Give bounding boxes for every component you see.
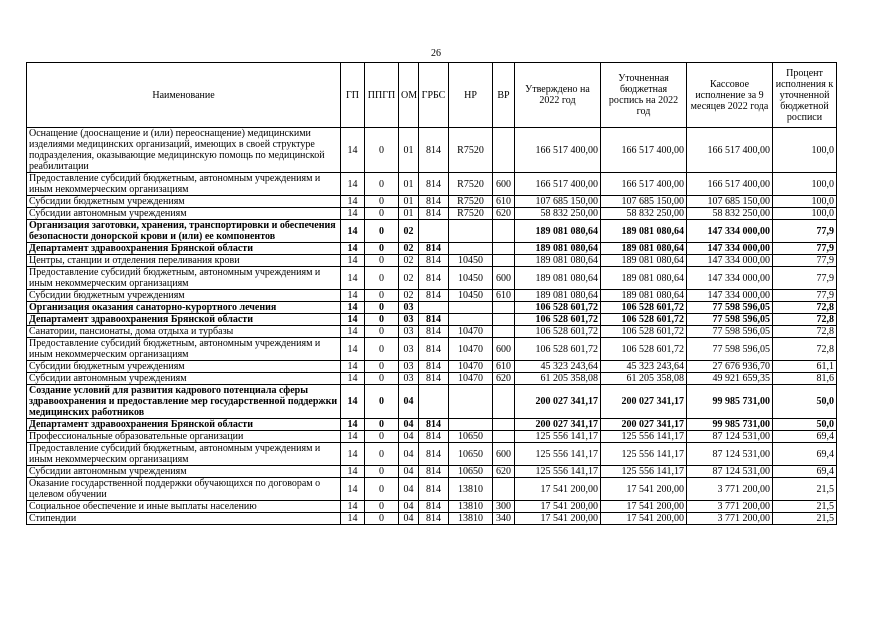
cell-nr: 13810	[449, 513, 493, 525]
cell-vr: 620	[493, 208, 515, 220]
cell-grbs: 814	[419, 314, 449, 326]
cell-refined: 106 528 601,72	[601, 302, 687, 314]
table-row	[27, 373, 837, 385]
table-row	[27, 501, 837, 513]
cell-percent: 100,0	[773, 128, 837, 173]
cell-ppgp: 0	[365, 208, 399, 220]
cell-ppgp: 0	[365, 243, 399, 255]
cell-gp: 14	[341, 302, 365, 314]
cell-ppgp: 0	[365, 443, 399, 466]
cell-vr	[493, 478, 515, 501]
cell-grbs: 814	[419, 466, 449, 478]
cell-cash: 27 676 936,70	[687, 361, 773, 373]
cell-refined: 200 027 341,17	[601, 419, 687, 431]
cell-nr: 10450	[449, 255, 493, 267]
table-row	[27, 431, 837, 443]
table-row	[27, 243, 837, 255]
cell-cash: 87 124 531,00	[687, 431, 773, 443]
cell-ppgp: 0	[365, 128, 399, 173]
cell-om: 03	[399, 314, 419, 326]
cell-refined: 189 081 080,64	[601, 255, 687, 267]
table-row	[27, 220, 837, 243]
cell-percent: 69,4	[773, 466, 837, 478]
cell-approved: 125 556 141,17	[515, 443, 601, 466]
cell-gp: 14	[341, 373, 365, 385]
cell-grbs: 814	[419, 208, 449, 220]
cell-vr: 620	[493, 373, 515, 385]
cell-grbs: 814	[419, 431, 449, 443]
cell-vr	[493, 314, 515, 326]
table-row	[27, 338, 837, 361]
cell-cash: 147 334 000,00	[687, 243, 773, 255]
row-name: Департамент здравоохранения Брянской области	[27, 314, 341, 326]
cell-nr	[449, 220, 493, 243]
cell-om: 04	[399, 513, 419, 525]
cell-gp: 14	[341, 478, 365, 501]
column-header: НР	[449, 63, 493, 128]
cell-vr: 610	[493, 196, 515, 208]
cell-approved: 106 528 601,72	[515, 326, 601, 338]
cell-refined: 189 081 080,64	[601, 267, 687, 290]
row-name: Центры, станции и отделения переливания крови	[27, 255, 341, 267]
cell-nr: 10450	[449, 267, 493, 290]
cell-om: 03	[399, 302, 419, 314]
page-number: 26	[431, 48, 441, 59]
cell-ppgp: 0	[365, 302, 399, 314]
cell-percent: 21,5	[773, 501, 837, 513]
cell-vr: 620	[493, 466, 515, 478]
cell-approved: 17 541 200,00	[515, 501, 601, 513]
cell-percent: 77,9	[773, 220, 837, 243]
cell-ppgp: 0	[365, 290, 399, 302]
cell-om: 04	[399, 466, 419, 478]
cell-refined: 189 081 080,64	[601, 290, 687, 302]
cell-ppgp: 0	[365, 314, 399, 326]
column-header: Кассовое исполнение за 9 месяцев 2022 года	[687, 63, 773, 128]
table-row	[27, 302, 837, 314]
cell-nr: 13810	[449, 501, 493, 513]
cell-gp: 14	[341, 243, 365, 255]
cell-vr	[493, 385, 515, 419]
cell-grbs	[419, 385, 449, 419]
row-name: Профессиональные образовательные организации	[27, 431, 341, 443]
row-name: Создание условий для развития кадрового потенциала сферы здравоохранения и предоставление мер государственной поддержки медицинских работников	[27, 385, 341, 419]
table-header-row	[27, 63, 837, 128]
cell-approved: 200 027 341,17	[515, 385, 601, 419]
cell-percent: 69,4	[773, 431, 837, 443]
cell-refined: 189 081 080,64	[601, 220, 687, 243]
cell-gp: 14	[341, 290, 365, 302]
cell-approved: 125 556 141,17	[515, 431, 601, 443]
row-name: Субсидии автономным учреждениям	[27, 208, 341, 220]
cell-grbs: 814	[419, 243, 449, 255]
cell-om: 04	[399, 443, 419, 466]
cell-approved: 189 081 080,64	[515, 220, 601, 243]
cell-approved: 189 081 080,64	[515, 267, 601, 290]
cell-om: 04	[399, 385, 419, 419]
cell-vr	[493, 128, 515, 173]
table-row	[27, 290, 837, 302]
cell-refined: 189 081 080,64	[601, 243, 687, 255]
cell-ppgp: 0	[365, 255, 399, 267]
table-row	[27, 443, 837, 466]
table-row	[27, 385, 837, 419]
cell-nr: 10650	[449, 466, 493, 478]
cell-nr	[449, 243, 493, 255]
cell-cash: 58 832 250,00	[687, 208, 773, 220]
cell-gp: 14	[341, 220, 365, 243]
cell-percent: 50,0	[773, 385, 837, 419]
cell-cash: 77 598 596,05	[687, 338, 773, 361]
cell-ppgp: 0	[365, 513, 399, 525]
cell-vr	[493, 220, 515, 243]
cell-grbs: 814	[419, 267, 449, 290]
cell-nr: 10470	[449, 361, 493, 373]
cell-grbs: 814	[419, 513, 449, 525]
cell-percent: 50,0	[773, 419, 837, 431]
cell-om: 03	[399, 326, 419, 338]
cell-cash: 3 771 200,00	[687, 478, 773, 501]
row-name: Субсидии бюджетным учреждениям	[27, 196, 341, 208]
cell-approved: 106 528 601,72	[515, 338, 601, 361]
cell-nr: 10450	[449, 290, 493, 302]
cell-om: 02	[399, 220, 419, 243]
cell-grbs: 814	[419, 128, 449, 173]
cell-cash: 87 124 531,00	[687, 443, 773, 466]
cell-cash: 99 985 731,00	[687, 419, 773, 431]
cell-nr: R7520	[449, 196, 493, 208]
budget-table	[26, 62, 837, 525]
cell-om: 04	[399, 431, 419, 443]
cell-om: 02	[399, 290, 419, 302]
cell-grbs	[419, 302, 449, 314]
cell-refined: 58 832 250,00	[601, 208, 687, 220]
cell-nr: R7520	[449, 128, 493, 173]
cell-percent: 77,9	[773, 243, 837, 255]
cell-vr: 610	[493, 361, 515, 373]
cell-approved: 189 081 080,64	[515, 290, 601, 302]
table-row	[27, 326, 837, 338]
cell-ppgp: 0	[365, 419, 399, 431]
cell-refined: 17 541 200,00	[601, 513, 687, 525]
cell-percent: 21,5	[773, 478, 837, 501]
cell-cash: 107 685 150,00	[687, 196, 773, 208]
cell-refined: 166 517 400,00	[601, 128, 687, 173]
cell-om: 02	[399, 267, 419, 290]
cell-cash: 166 517 400,00	[687, 128, 773, 173]
cell-om: 03	[399, 373, 419, 385]
cell-gp: 14	[341, 314, 365, 326]
cell-cash: 147 334 000,00	[687, 267, 773, 290]
cell-percent: 77,9	[773, 267, 837, 290]
row-name: Предоставление субсидий бюджетным, автономным учреждениям и иным некоммерческим организациям	[27, 443, 341, 466]
cell-percent: 69,4	[773, 443, 837, 466]
cell-grbs: 814	[419, 361, 449, 373]
column-header: ППГП	[365, 63, 399, 128]
column-header: ОМ	[399, 63, 419, 128]
cell-refined: 106 528 601,72	[601, 326, 687, 338]
cell-approved: 106 528 601,72	[515, 314, 601, 326]
cell-ppgp: 0	[365, 466, 399, 478]
cell-gp: 14	[341, 267, 365, 290]
cell-cash: 99 985 731,00	[687, 385, 773, 419]
row-name: Субсидии бюджетным учреждениям	[27, 361, 341, 373]
cell-approved: 125 556 141,17	[515, 466, 601, 478]
cell-ppgp: 0	[365, 501, 399, 513]
cell-vr: 340	[493, 513, 515, 525]
cell-ppgp: 0	[365, 478, 399, 501]
cell-vr	[493, 431, 515, 443]
cell-approved: 106 528 601,72	[515, 302, 601, 314]
cell-percent: 77,9	[773, 290, 837, 302]
cell-grbs: 814	[419, 338, 449, 361]
cell-om: 04	[399, 478, 419, 501]
column-header: Уточненная бюджетная роспись на 2022 год	[601, 63, 687, 128]
cell-gp: 14	[341, 431, 365, 443]
cell-vr	[493, 302, 515, 314]
cell-gp: 14	[341, 196, 365, 208]
table-row	[27, 128, 837, 173]
cell-refined: 125 556 141,17	[601, 466, 687, 478]
cell-percent: 72,8	[773, 302, 837, 314]
cell-cash: 3 771 200,00	[687, 513, 773, 525]
cell-cash: 166 517 400,00	[687, 173, 773, 196]
cell-gp: 14	[341, 128, 365, 173]
cell-percent: 100,0	[773, 196, 837, 208]
row-name: Санатории, пансионаты, дома отдыха и турбазы	[27, 326, 341, 338]
cell-refined: 106 528 601,72	[601, 338, 687, 361]
cell-approved: 58 832 250,00	[515, 208, 601, 220]
cell-refined: 106 528 601,72	[601, 314, 687, 326]
column-header: ГРБС	[419, 63, 449, 128]
cell-om: 03	[399, 361, 419, 373]
cell-cash: 77 598 596,05	[687, 314, 773, 326]
cell-grbs: 814	[419, 290, 449, 302]
cell-vr: 600	[493, 338, 515, 361]
cell-vr	[493, 419, 515, 431]
row-name: Департамент здравоохранения Брянской области	[27, 243, 341, 255]
cell-approved: 200 027 341,17	[515, 419, 601, 431]
cell-ppgp: 0	[365, 338, 399, 361]
cell-nr: 10650	[449, 431, 493, 443]
cell-gp: 14	[341, 513, 365, 525]
cell-ppgp: 0	[365, 361, 399, 373]
cell-cash: 147 334 000,00	[687, 290, 773, 302]
cell-gp: 14	[341, 385, 365, 419]
row-name: Субсидии бюджетным учреждениям	[27, 290, 341, 302]
cell-cash: 87 124 531,00	[687, 466, 773, 478]
cell-refined: 61 205 358,08	[601, 373, 687, 385]
cell-approved: 17 541 200,00	[515, 513, 601, 525]
cell-percent: 72,8	[773, 338, 837, 361]
table-row	[27, 478, 837, 501]
cell-refined: 200 027 341,17	[601, 385, 687, 419]
cell-percent: 72,8	[773, 314, 837, 326]
cell-approved: 189 081 080,64	[515, 243, 601, 255]
cell-percent: 61,1	[773, 361, 837, 373]
cell-nr: R7520	[449, 173, 493, 196]
cell-ppgp: 0	[365, 373, 399, 385]
cell-gp: 14	[341, 466, 365, 478]
cell-refined: 166 517 400,00	[601, 173, 687, 196]
row-name: Предоставление субсидий бюджетным, автономным учреждениям и иным некоммерческим организациям	[27, 267, 341, 290]
cell-cash: 77 598 596,05	[687, 302, 773, 314]
cell-grbs: 814	[419, 255, 449, 267]
cell-nr: 10470	[449, 326, 493, 338]
cell-grbs: 814	[419, 419, 449, 431]
cell-gp: 14	[341, 173, 365, 196]
column-header: ГП	[341, 63, 365, 128]
cell-gp: 14	[341, 361, 365, 373]
cell-percent: 21,5	[773, 513, 837, 525]
cell-om: 01	[399, 208, 419, 220]
cell-approved: 17 541 200,00	[515, 478, 601, 501]
table-row	[27, 255, 837, 267]
cell-approved: 45 323 243,64	[515, 361, 601, 373]
cell-nr	[449, 302, 493, 314]
cell-nr: 10650	[449, 443, 493, 466]
cell-refined: 17 541 200,00	[601, 478, 687, 501]
cell-cash: 147 334 000,00	[687, 255, 773, 267]
cell-ppgp: 0	[365, 196, 399, 208]
cell-om: 04	[399, 419, 419, 431]
row-name: Оснащение (дооснащение и (или) переоснащение) медицинскими изделиями медицинских организаций, имеющих в своей структуре подразделения, оказывающие медицинскую помощь по медицинской реабилитации	[27, 128, 341, 173]
table-row	[27, 208, 837, 220]
cell-grbs: 814	[419, 501, 449, 513]
table-row	[27, 466, 837, 478]
cell-gp: 14	[341, 255, 365, 267]
cell-nr	[449, 314, 493, 326]
row-name: Субсидии автономным учреждениям	[27, 373, 341, 385]
cell-cash: 49 921 659,35	[687, 373, 773, 385]
table-row	[27, 419, 837, 431]
column-header: Утверждено на 2022 год	[515, 63, 601, 128]
table-row	[27, 513, 837, 525]
row-name: Организация оказания санаторно-курортного лечения	[27, 302, 341, 314]
table-row	[27, 173, 837, 196]
cell-grbs: 814	[419, 373, 449, 385]
table-row	[27, 196, 837, 208]
cell-percent: 77,9	[773, 255, 837, 267]
table-row	[27, 361, 837, 373]
cell-grbs: 814	[419, 443, 449, 466]
cell-percent: 100,0	[773, 208, 837, 220]
cell-om: 01	[399, 196, 419, 208]
cell-om: 01	[399, 173, 419, 196]
cell-nr: 10470	[449, 338, 493, 361]
cell-percent: 81,6	[773, 373, 837, 385]
cell-gp: 14	[341, 208, 365, 220]
cell-nr: 10470	[449, 373, 493, 385]
cell-approved: 107 685 150,00	[515, 196, 601, 208]
cell-gp: 14	[341, 443, 365, 466]
cell-om: 02	[399, 243, 419, 255]
cell-refined: 45 323 243,64	[601, 361, 687, 373]
cell-om: 03	[399, 338, 419, 361]
column-header: Процент исполнения к уточненной бюджетной росписи	[773, 63, 837, 128]
cell-approved: 166 517 400,00	[515, 128, 601, 173]
cell-om: 02	[399, 255, 419, 267]
cell-vr: 600	[493, 267, 515, 290]
cell-ppgp: 0	[365, 326, 399, 338]
cell-gp: 14	[341, 501, 365, 513]
cell-vr: 600	[493, 443, 515, 466]
cell-refined: 125 556 141,17	[601, 443, 687, 466]
cell-cash: 77 598 596,05	[687, 326, 773, 338]
cell-grbs: 814	[419, 196, 449, 208]
row-name: Социальное обеспечение и иные выплаты населению	[27, 501, 341, 513]
cell-refined: 107 685 150,00	[601, 196, 687, 208]
cell-nr: 13810	[449, 478, 493, 501]
column-header: Наименование	[27, 63, 341, 128]
cell-approved: 61 205 358,08	[515, 373, 601, 385]
row-name: Департамент здравоохранения Брянской области	[27, 419, 341, 431]
cell-om: 04	[399, 501, 419, 513]
row-name: Предоставление субсидий бюджетным, автономным учреждениям и иным некоммерческим организациям	[27, 173, 341, 196]
cell-approved: 189 081 080,64	[515, 255, 601, 267]
cell-grbs: 814	[419, 326, 449, 338]
row-name: Оказание государственной поддержки обучающихся по договорам о целевом обучении	[27, 478, 341, 501]
cell-vr	[493, 255, 515, 267]
cell-grbs	[419, 220, 449, 243]
cell-vr: 600	[493, 173, 515, 196]
table-row	[27, 314, 837, 326]
cell-gp: 14	[341, 326, 365, 338]
cell-refined: 125 556 141,17	[601, 431, 687, 443]
cell-gp: 14	[341, 338, 365, 361]
cell-ppgp: 0	[365, 220, 399, 243]
cell-vr: 300	[493, 501, 515, 513]
cell-ppgp: 0	[365, 173, 399, 196]
cell-nr	[449, 385, 493, 419]
row-name: Субсидии автономным учреждениям	[27, 466, 341, 478]
cell-ppgp: 0	[365, 267, 399, 290]
cell-grbs: 814	[419, 173, 449, 196]
cell-refined: 17 541 200,00	[601, 501, 687, 513]
cell-approved: 166 517 400,00	[515, 173, 601, 196]
cell-percent: 72,8	[773, 326, 837, 338]
cell-om: 01	[399, 128, 419, 173]
row-name: Организация заготовки, хранения, транспортировки и обеспечения безопасности донорской крови и (или) ее компонентов	[27, 220, 341, 243]
cell-nr	[449, 419, 493, 431]
cell-vr	[493, 243, 515, 255]
cell-vr	[493, 326, 515, 338]
cell-cash: 3 771 200,00	[687, 501, 773, 513]
cell-cash: 147 334 000,00	[687, 220, 773, 243]
cell-ppgp: 0	[365, 385, 399, 419]
cell-ppgp: 0	[365, 431, 399, 443]
cell-grbs: 814	[419, 478, 449, 501]
column-header: ВР	[493, 63, 515, 128]
cell-nr: R7520	[449, 208, 493, 220]
table-row	[27, 267, 837, 290]
cell-percent: 100,0	[773, 173, 837, 196]
row-name: Предоставление субсидий бюджетным, автономным учреждениям и иным некоммерческим организациям	[27, 338, 341, 361]
cell-vr: 610	[493, 290, 515, 302]
cell-gp: 14	[341, 419, 365, 431]
row-name: Стипендии	[27, 513, 341, 525]
